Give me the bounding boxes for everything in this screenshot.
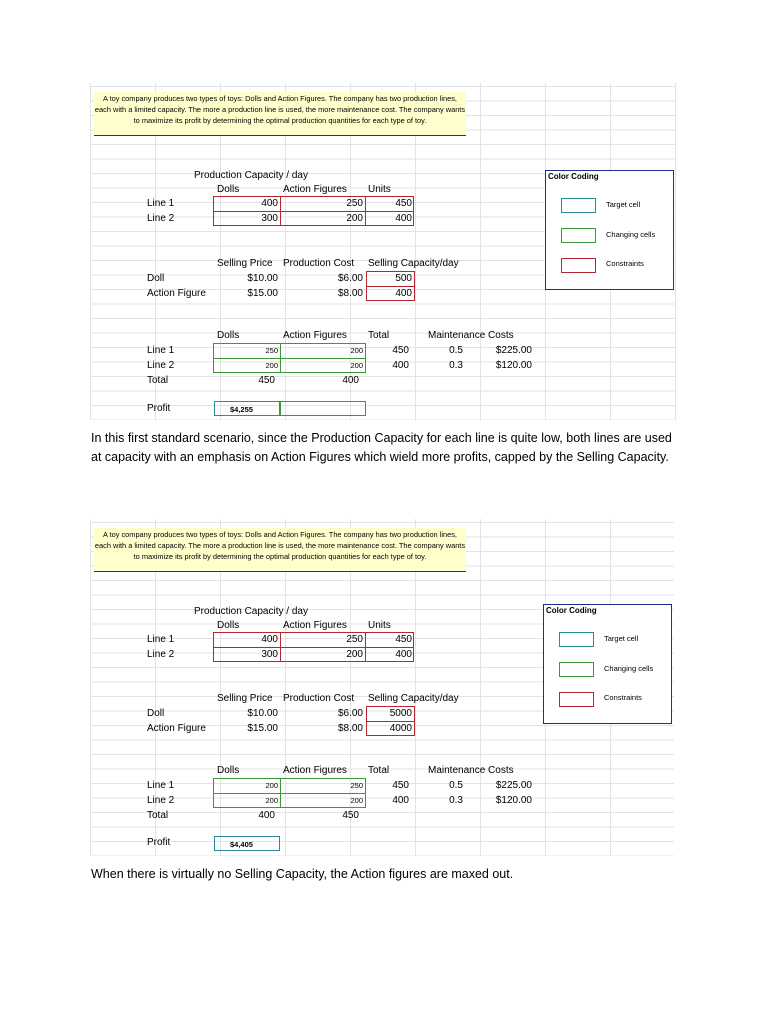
action-selling-price: $15.00 — [247, 288, 278, 299]
cap-line2-units: 400 — [395, 213, 412, 224]
col-header-units: Units — [368, 620, 391, 631]
row-label-doll: Doll — [147, 273, 165, 284]
row-label-line-1: Line 1 — [147, 345, 175, 356]
prod-line2-maintenance: $120.00 — [495, 795, 532, 806]
capacity-title: Production Capacity / day — [194, 170, 308, 181]
row-label-line-1: Line 1 — [147, 780, 175, 791]
col-header-total: Total — [368, 765, 390, 776]
col-header-dolls-production: Dolls — [217, 330, 240, 341]
legend-constraints-label: Constraints — [604, 693, 642, 702]
total-dolls: 450 — [258, 375, 275, 386]
legend-changing-label: Changing cells — [604, 664, 654, 673]
col-header-production-cost: Production Cost — [283, 258, 355, 269]
prod-line2-maintenance: $120.00 — [495, 360, 532, 371]
problem-statement: A toy company produces two types of toys: Dolls and Action Figures. The company has two production lines, each with a limited capacity. The more a production line is used, the more maintenance cost. The company wants to maximize its profit by determining the optimal production quantities for each type of toy. — [94, 528, 466, 572]
cap-line1-dolls: 400 — [261, 634, 278, 645]
col-header-selling-price: Selling Price — [217, 258, 273, 269]
prod-line2-total: 400 — [392, 360, 409, 371]
row-label-total: Total — [147, 810, 169, 821]
prod-line2-total: 400 — [392, 795, 409, 806]
color-coding-legend — [545, 170, 674, 290]
row-label-action-figure: Action Figure — [147, 723, 206, 734]
cap-line1-action: 250 — [346, 198, 363, 209]
prod-line2-factor: 0.3 — [449, 360, 463, 371]
col-header-action-figures: Action Figures — [283, 620, 347, 631]
doll-production-cost: $6.00 — [337, 708, 363, 719]
prod-line1-dolls: 200 — [265, 781, 278, 790]
changing-cells-row-divider — [213, 358, 366, 359]
legend-changing-swatch — [561, 228, 596, 243]
cap-line2-action: 200 — [346, 213, 363, 224]
color-coding-legend — [543, 604, 672, 724]
prod-line1-maintenance: $225.00 — [495, 780, 532, 791]
col-header-maintenance-costs: Maintenance Costs — [428, 330, 514, 341]
profit-value: $4,405 — [230, 840, 253, 849]
prod-line2-action: 200 — [350, 361, 363, 370]
prod-line2-dolls: 200 — [265, 796, 278, 805]
col-header-selling-price: Selling Price — [217, 693, 273, 704]
doll-selling-price: $10.00 — [247, 273, 278, 284]
prod-line1-maintenance: $225.00 — [495, 345, 532, 356]
row-label-profit: Profit — [147, 403, 171, 414]
changing-cells-row-divider — [213, 793, 366, 794]
col-header-maintenance-costs: Maintenance Costs — [428, 765, 514, 776]
doll-production-cost: $6.00 — [337, 273, 363, 284]
action-selling-capacity: 4000 — [389, 723, 412, 734]
capacity-row-divider — [213, 211, 414, 212]
prod-line1-total: 450 — [392, 780, 409, 791]
legend-title: Color Coding — [546, 606, 597, 615]
row-label-line-1: Line 1 — [147, 634, 175, 645]
col-header-dolls: Dolls — [217, 620, 240, 631]
selling-capacity-row-divider — [366, 721, 415, 722]
cap-line2-dolls: 300 — [261, 213, 278, 224]
prod-line1-factor: 0.5 — [449, 345, 463, 356]
legend-constraints-label: Constraints — [606, 259, 644, 268]
action-selling-price: $15.00 — [247, 723, 278, 734]
legend-title: Color Coding — [548, 172, 599, 181]
total-dolls: 400 — [258, 810, 275, 821]
selling-capacity-row-divider — [366, 286, 415, 287]
col-header-action-production: Action Figures — [283, 765, 347, 776]
doll-selling-price: $10.00 — [247, 708, 278, 719]
row-label-line-2: Line 2 — [147, 360, 175, 371]
col-header-production-cost: Production Cost — [283, 693, 355, 704]
row-label-action-figure: Action Figure — [147, 288, 206, 299]
problem-statement: A toy company produces two types of toys: Dolls and Action Figures. The company has two production lines, each with a limited capacity. The more a production line is used, the more maintenance cost. The company wants to maximize its profit by determining the optimal production quantities for each type of toy. — [94, 92, 466, 136]
changing-cell-empty — [280, 401, 366, 416]
explanation-paragraph-2: When there is virtually no Selling Capacity, the Action figures are maxed out. — [91, 867, 514, 881]
col-header-selling-capacity: Selling Capacity/day — [368, 258, 459, 269]
cap-line1-action: 250 — [346, 634, 363, 645]
legend-target-swatch — [561, 198, 596, 213]
profit-value: $4,255 — [230, 405, 253, 414]
capacity-row-divider — [213, 647, 414, 648]
col-header-total: Total — [368, 330, 390, 341]
legend-changing-swatch — [559, 662, 594, 677]
prod-line2-action: 200 — [350, 796, 363, 805]
row-label-doll: Doll — [147, 708, 165, 719]
legend-constraints-swatch — [561, 258, 596, 273]
row-label-line-2: Line 2 — [147, 649, 175, 660]
action-production-cost: $8.00 — [337, 723, 363, 734]
col-header-units: Units — [368, 184, 391, 195]
cap-line2-dolls: 300 — [261, 649, 278, 660]
prod-line1-action: 200 — [350, 346, 363, 355]
col-header-selling-capacity: Selling Capacity/day — [368, 693, 459, 704]
spreadsheet-screenshot-2 — [90, 519, 674, 856]
row-label-line-1: Line 1 — [147, 198, 175, 209]
row-label-line-2: Line 2 — [147, 213, 175, 224]
spreadsheet-screenshot-1 — [90, 83, 676, 420]
legend-target-label: Target cell — [604, 634, 639, 643]
col-header-dolls-production: Dolls — [217, 765, 240, 776]
total-action: 450 — [342, 810, 359, 821]
doll-selling-capacity: 500 — [395, 273, 412, 284]
cap-line1-dolls: 400 — [261, 198, 278, 209]
total-action: 400 — [342, 375, 359, 386]
explanation-paragraph-1: In this first standard scenario, since the Production Capacity for each line is quite low, both lines are used at capacity with an emphasis on Action Figures which wield more profits, capped by the Selling Capacity. — [91, 431, 672, 464]
action-selling-capacity: 400 — [395, 288, 412, 299]
action-production-cost: $8.00 — [337, 288, 363, 299]
row-label-line-2: Line 2 — [147, 795, 175, 806]
prod-line1-factor: 0.5 — [449, 780, 463, 791]
doll-selling-capacity: 5000 — [389, 708, 412, 719]
prod-line2-dolls: 200 — [265, 361, 278, 370]
col-header-dolls: Dolls — [217, 184, 240, 195]
col-header-action-production: Action Figures — [283, 330, 347, 341]
row-label-total: Total — [147, 375, 169, 386]
cap-line2-action: 200 — [346, 649, 363, 660]
legend-target-swatch — [559, 632, 594, 647]
legend-target-label: Target cell — [606, 200, 641, 209]
prod-line1-total: 450 — [392, 345, 409, 356]
cap-line1-units: 450 — [395, 634, 412, 645]
legend-changing-label: Changing cells — [606, 230, 656, 239]
prod-line1-action: 250 — [350, 781, 363, 790]
prod-line2-factor: 0.3 — [449, 795, 463, 806]
col-header-action-figures: Action Figures — [283, 184, 347, 195]
legend-constraints-swatch — [559, 692, 594, 707]
prod-line1-dolls: 250 — [265, 346, 278, 355]
row-label-profit: Profit — [147, 837, 171, 848]
cap-line2-units: 400 — [395, 649, 412, 660]
cap-line1-units: 450 — [395, 198, 412, 209]
capacity-title: Production Capacity / day — [194, 606, 308, 617]
